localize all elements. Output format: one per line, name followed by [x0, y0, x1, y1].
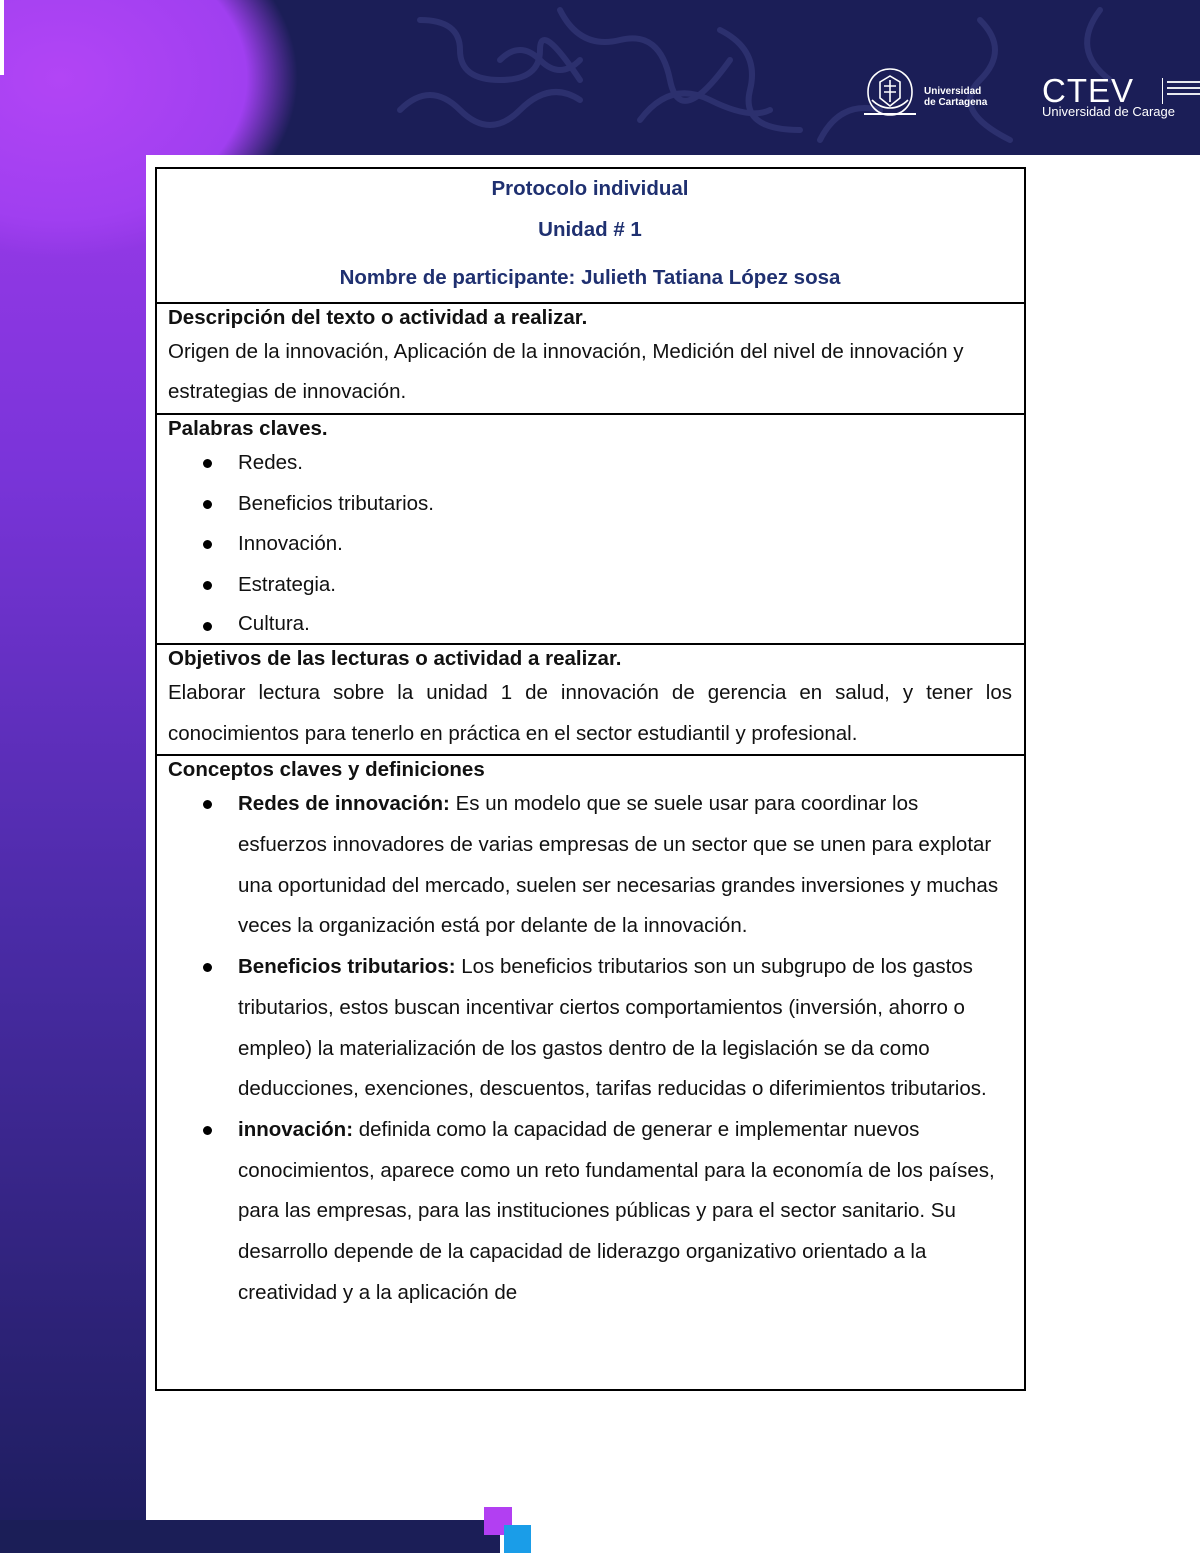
ctev-side-lines — [1162, 78, 1200, 104]
ctev-subtitle: Universidad de Carage — [1042, 104, 1175, 119]
concept-definition: Es un modelo que se suele usar para coordinar los esfuerzos innovadores de varias empresas de un sector que se unen para explotar una oportunidad del mercado, suelen ser necesarias grandes inversiones y muchas veces la organización está por delante de la innovación. — [238, 792, 999, 938]
objectives-title: Objetivos de las lecturas o actividad a realizar. — [168, 646, 622, 670]
concept-item — [238, 784, 1012, 947]
concepts-title: Conceptos claves y definiciones — [168, 758, 485, 782]
list-item: Innovación. — [238, 524, 1012, 565]
blue-square-decoration — [504, 1525, 531, 1553]
concept-definition: Los beneficios tributarios son un subgrupo de los gastos tributarios, estos buscan incentivar ciertos comportamientos (inversión, ahorro o empleo) la materialización de los gastos dentro de la legislación se da como deducciones, exenciones, descuentos, tarifas reducidas o diferimientos tributarios. — [238, 955, 987, 1101]
keywords-list — [168, 443, 1012, 642]
header-row — [156, 168, 1025, 303]
ctev-mark: CTEV — [1042, 72, 1135, 109]
unit-label: Unidad # 1 — [538, 218, 642, 241]
concept-term: Beneficios tributarios: — [238, 955, 456, 979]
objectives-text: Elaborar lectura sobre la unidad 1 de innovación de gerencia en salud, y tener los conocimientos para tenerlo en práctica en el sector estudiantil y profesional. — [168, 680, 1012, 745]
list-item: Estrategia. — [238, 565, 1012, 606]
list-item: Cultura. — [238, 606, 1012, 642]
objectives-row — [156, 644, 1025, 755]
universidad-de-cartagena-logo — [862, 66, 992, 118]
header-cell — [156, 168, 1025, 303]
edge-strip — [0, 0, 4, 75]
description-row — [156, 303, 1025, 414]
protocol-table — [155, 167, 1026, 1391]
keywords-cell — [156, 414, 1025, 644]
description-text: Origen de la innovación, Aplicación de la innovación, Medición del nivel de innovación y estrategias de innovación. — [168, 339, 964, 404]
description-cell — [156, 303, 1025, 414]
participant-name: Nombre de participante: Julieth Tatiana López sosa — [339, 265, 841, 289]
concepts-row — [156, 755, 1025, 1390]
concept-item — [238, 947, 1012, 1110]
concept-term: innovación: — [238, 1117, 354, 1141]
concept-definition: definida como la capacidad de generar e implementar nuevos conocimientos, aparece como un reto fundamental para la economía de los países, para las empresas, para las instituciones públicas y para el sector sanitario. Su desarrollo depende de la capacidad de liderazgo organizativo orientado a la creatividad y a la aplicación de — [238, 1117, 995, 1304]
description-title: Descripción del texto o actividad a realizar. — [168, 305, 588, 329]
list-item: Redes. — [238, 443, 1012, 484]
university-seal-icon — [862, 66, 918, 118]
ctev-logo — [1040, 74, 1200, 124]
footer-bar — [0, 1520, 500, 1553]
keywords-title: Palabras claves. — [168, 416, 328, 440]
list-item: Beneficios tributarios. — [238, 484, 1012, 525]
concepts-cell — [156, 755, 1025, 1390]
university-name: Universidad de Cartagena — [924, 86, 988, 108]
concept-item — [238, 1110, 1012, 1314]
objectives-cell — [156, 644, 1025, 755]
keywords-row — [156, 414, 1025, 644]
concepts-list — [168, 784, 1012, 1313]
document-title: Protocolo individual — [491, 177, 689, 200]
concept-term: Redes de innovación: — [238, 792, 450, 816]
